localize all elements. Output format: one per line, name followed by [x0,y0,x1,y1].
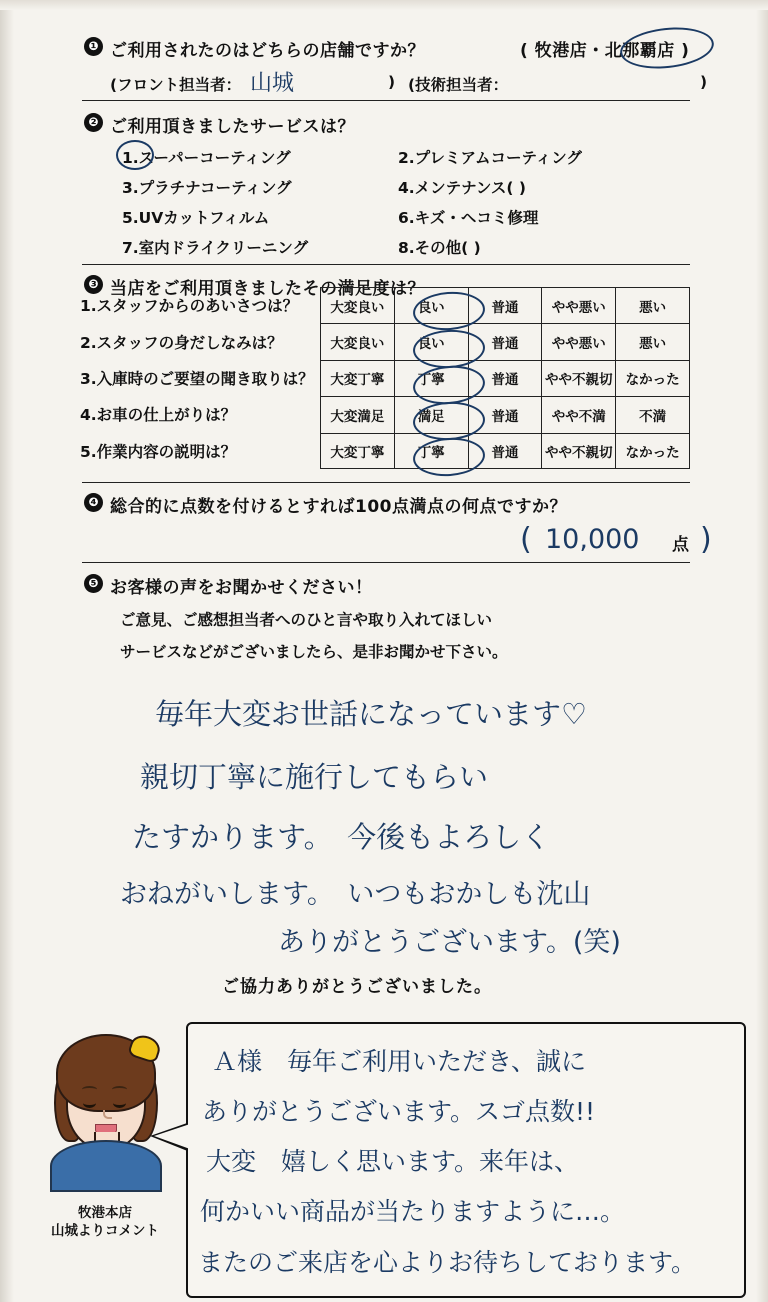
row-question: 3.入庫時のご要望の聞き取りは？ [80,369,314,388]
question-5-sub2: サービスなどがございましたら、是非お聞かせ下さい。 [120,643,508,661]
avatar-caption-line2: 山城よりコメント [51,1223,159,1240]
staff-reply-line-3: 大変 嬉しく思います。来年は、 [206,1147,580,1176]
cell-choice[interactable]: なかった [615,360,690,396]
score-unit: 点 [672,535,690,555]
service-option-3[interactable]: 3.プラチナコーティング [122,179,292,197]
customer-comment-line-5: ありがとうございます。(笑) [278,927,621,958]
table-row [80,396,690,432]
score-close-paren: ) [700,522,712,557]
service-option-1[interactable]: 1.スーパーコーティング [122,149,291,167]
service-option-7[interactable]: 7.室内ドライクリーニング [122,239,309,257]
service-option-8[interactable]: 8.その他( ) [398,239,481,257]
paper-edge-left [0,0,14,1302]
question-5-title: お客様の声をお聞かせください！ [110,578,373,598]
cell-choice[interactable]: 大変良い [320,287,394,323]
score-open-paren: ( [520,522,532,557]
cell-choice[interactable]: 普通 [468,323,542,359]
service-option-5[interactable]: 5.UVカットフィルム [122,209,270,227]
question-4-title: 総合的に点数を付けるとすれば100点満点の何点ですか？ [110,497,567,517]
question-1-options[interactable]: ( 牧港店・北那覇店 ) [520,41,690,61]
cell-choice[interactable]: なかった [615,433,690,469]
divider-1 [82,100,690,101]
cell-choice[interactable]: 普通 [468,360,542,396]
avatar-eye-left [83,1098,96,1108]
cell-choice[interactable]: 大変丁寧 [320,433,394,469]
avatar-caption [40,1204,170,1240]
cell-choice[interactable]: 良い [394,287,468,323]
question-4-number: ❹ [84,493,103,512]
avatar-body [50,1140,162,1192]
speech-bubble-tail-inner [154,1124,190,1149]
avatar-brow-left [82,1086,97,1093]
cell-choice[interactable]: 丁寧 [394,360,468,396]
circle-mark-store [618,23,716,73]
score-value[interactable]: 10,000 [545,524,640,555]
cell-choice[interactable]: 普通 [468,287,542,323]
satisfaction-table [80,287,690,469]
cell-choice[interactable]: 悪い [615,287,690,323]
question-2-title: ご利用頂きましたサービスは？ [110,117,355,137]
cell-choice[interactable]: 普通 [468,433,542,469]
customer-comment-line-2: 親切丁寧に施行してもらい [140,760,489,794]
question-5-sub1: ご意見、ご感想担当者へのひと言や取り入れてほしい [120,611,493,629]
question-3-number: ❸ [84,275,103,294]
staff-avatar [40,1028,170,1240]
row-question: 5.作業内容の説明は？ [80,442,237,461]
cell-choice[interactable]: やや不親切 [541,360,615,396]
avatar-nose [103,1110,112,1119]
avatar-caption-line1: 牧港本店 [78,1205,132,1221]
cell-choice[interactable]: 大変良い [320,323,394,359]
question-3-title: 当店をご利用頂きましたその満足度は？ [110,279,425,299]
service-option-6[interactable]: 6.キズ・ヘコミ修理 [398,209,539,227]
staff-reply-line-1: Ａ様 毎年ご利用いただき、誠に [212,1047,587,1076]
cell-choice[interactable]: やや悪い [541,287,615,323]
customer-comment-line-3: たすかります。 今後もよろしく [132,820,551,854]
avatar-brow-right [112,1086,127,1093]
cell-choice[interactable]: やや不満 [541,396,615,432]
cell-choice[interactable]: 大変満足 [320,396,394,432]
service-option-4[interactable]: 4.メンテナンス( ) [398,179,526,197]
front-staff-label: (フロント担当者： [110,76,242,94]
staff-reply-line-4: 何かいい商品が当たりますように…。 [200,1197,626,1226]
row-question: 2.スタッフの身だしなみは？ [80,333,283,352]
avatar-eye-right [113,1098,126,1108]
staff-reply-line-2: ありがとうございます。スゴ点数!! [202,1097,596,1126]
staff-reply-line-5: またのご来店を心よりお待ちしております。 [198,1248,697,1277]
cell-choice[interactable]: 大変丁寧 [320,360,394,396]
divider-4 [82,562,690,563]
row-question: 4.お車の仕上がりは？ [80,406,237,425]
tech-staff-close: ) [700,73,708,91]
table-row [80,323,690,359]
customer-comment-line-1: 毎年大変お世話になっています♡ [155,697,587,731]
cell-choice[interactable]: 満足 [394,396,468,432]
table-row [80,433,690,469]
tech-staff-label: (技術担当者： [408,76,509,94]
cell-choice[interactable]: やや悪い [541,323,615,359]
cell-choice[interactable]: 悪い [615,323,690,359]
cell-choice[interactable]: 不満 [615,396,690,432]
cell-choice[interactable]: 丁寧 [394,433,468,469]
paper-edge-right [756,0,768,1302]
cell-choice[interactable]: やや不親切 [541,433,615,469]
row-question: 1.スタッフからのあいさつは？ [80,297,299,316]
front-staff-close: ) [388,73,396,91]
circle-mark-service1 [116,140,154,170]
cell-choice[interactable]: 良い [394,323,468,359]
service-option-2[interactable]: 2.プレミアムコーティング [398,149,582,167]
cell-choice[interactable]: 普通 [468,396,542,432]
customer-comment-line-4: おねがいします。 いつもおかしも沈山 [120,879,591,910]
divider-3 [82,482,690,483]
question-1-number: ❶ [84,37,103,56]
question-1-title: ご利用されたのはどちらの店舗ですか？ [110,41,425,61]
divider-2 [82,264,690,265]
question-5-number: ❺ [84,574,103,593]
paper-edge-top [0,0,768,10]
table-row [80,287,690,323]
table-row [80,360,690,396]
question-2-number: ❷ [84,113,103,132]
closing-text: ご協力ありがとうございました。 [222,977,492,997]
front-staff-value[interactable]: 山城 [250,71,295,96]
